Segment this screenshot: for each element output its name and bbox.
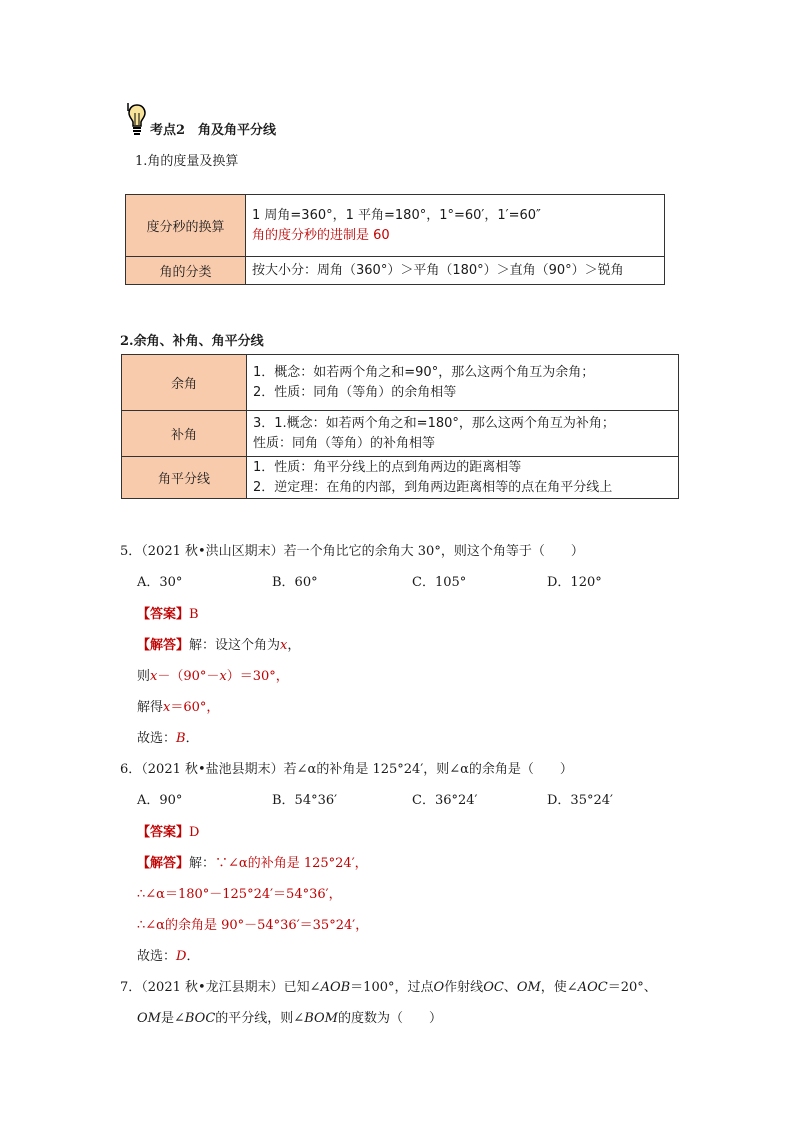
row-line: 2．逆定理：在角的内部，到角两边距离相等的点在角平分线上 bbox=[253, 479, 613, 495]
q5-analysis-line-1 bbox=[137, 634, 300, 653]
var-x: x bbox=[219, 669, 227, 684]
table-row bbox=[122, 355, 679, 411]
var-x: x bbox=[163, 700, 171, 715]
choice: D bbox=[176, 949, 187, 964]
kaodian-title: 考点2 角及角平分线 bbox=[150, 123, 277, 138]
q7-text: 是∠ bbox=[160, 1011, 185, 1026]
table-row bbox=[122, 457, 679, 499]
q7-stem-line-1 bbox=[120, 976, 657, 995]
row-line: 角的度分秒的进制是 60 bbox=[252, 227, 390, 243]
q7-var: AOC bbox=[577, 980, 608, 995]
q5-analysis-line-2 bbox=[137, 665, 289, 684]
analysis-text: 解得 bbox=[137, 700, 164, 715]
row-line: 3．1.概念：如若两个角之和=180°，那么这两个角互为补角； bbox=[253, 415, 615, 431]
analysis-tag: 【解答】 bbox=[137, 638, 190, 653]
section-2-title: 2.余角、补角、角平分线 bbox=[120, 334, 264, 349]
row-line: 1 周角=360°，1 平角=180°，1°=60′，1′=60″ bbox=[252, 207, 541, 223]
q6-option-d: D．35°24′ bbox=[547, 793, 613, 808]
analysis-text: 则 bbox=[137, 669, 151, 684]
q6-stem: 6．（2021 秋•盐池县期末）若∠α的补角是 125°24′，则∠α的余角是（ ） bbox=[120, 762, 573, 777]
row-line: 性质：同角（等角）的补角相等 bbox=[253, 435, 436, 451]
lightbulb-icon bbox=[126, 101, 148, 137]
angle-table bbox=[121, 354, 679, 499]
row-content bbox=[246, 195, 665, 257]
row-line: 按大小分：周角（360°）＞平角（180°）＞直角（90°）＞锐角 bbox=[252, 262, 624, 278]
q7-var: OC bbox=[483, 980, 504, 995]
table-row bbox=[122, 411, 679, 457]
q7-var: OM bbox=[137, 1011, 161, 1026]
answer-value: D bbox=[189, 825, 200, 840]
analysis-text: 故选： bbox=[137, 949, 177, 964]
q5-option-b: B．60° bbox=[272, 575, 318, 590]
answer-value: B bbox=[189, 607, 199, 622]
row-head: 度分秒的换算 bbox=[126, 195, 246, 257]
analysis-tag: 【解答】 bbox=[137, 856, 190, 871]
q7-stem-line-2 bbox=[137, 1007, 442, 1026]
table-row bbox=[126, 257, 665, 285]
q5-option-d: D．120° bbox=[547, 575, 602, 590]
row-head: 补角 bbox=[122, 411, 247, 457]
row-content bbox=[247, 457, 679, 499]
row-head: 角的分类 bbox=[126, 257, 246, 285]
q5-option-c: C．105° bbox=[412, 575, 467, 590]
analysis-text: ∵∠α的补角是 125°24′， bbox=[215, 856, 368, 871]
q7-var: O bbox=[433, 980, 445, 995]
analysis-text: －（90°－ bbox=[157, 669, 220, 684]
q7-text: 作射线 bbox=[444, 980, 484, 995]
punct: ． bbox=[185, 731, 199, 746]
q7-text: 、 bbox=[503, 980, 517, 995]
answer-tag: 【答案】 bbox=[137, 825, 190, 840]
choice: B bbox=[176, 731, 186, 746]
q5-analysis-line-4 bbox=[137, 727, 199, 746]
q7-text: ＝100°，过点 bbox=[350, 980, 434, 995]
q7-text: 的平分线，则∠ bbox=[215, 1011, 305, 1026]
analysis-text: ＝60°， bbox=[170, 700, 220, 715]
q5-answer bbox=[137, 603, 199, 622]
var-x: x bbox=[280, 638, 288, 653]
q5-analysis-line-3 bbox=[137, 696, 219, 715]
q7-var: AOB bbox=[320, 980, 351, 995]
q6-analysis-line-1 bbox=[137, 852, 368, 871]
q7-text: 7．（2021 秋•龙江县期末）已知∠ bbox=[120, 980, 321, 995]
q7-var: OM bbox=[516, 980, 541, 995]
punct: ． bbox=[186, 949, 200, 964]
row-line: 2．性质：同角（等角）的余角相等 bbox=[253, 384, 457, 400]
q7-var: BOM bbox=[304, 1011, 338, 1026]
table-row bbox=[126, 195, 665, 257]
q6-option-a: A．90° bbox=[137, 793, 183, 808]
punct: ， bbox=[287, 638, 301, 653]
q6-analysis-line-3: ∴∠α的余角是 90°－54°36′＝35°24′， bbox=[137, 918, 369, 933]
q6-option-b: B．54°36′ bbox=[272, 793, 338, 808]
q7-text: ，使∠ bbox=[540, 980, 578, 995]
q7-text: 的度数为（ ） bbox=[337, 1011, 442, 1026]
q6-analysis-line-2: ∴∠α＝180°－125°24′＝54°36′， bbox=[137, 887, 342, 902]
analysis-text: ）＝30°， bbox=[226, 669, 289, 684]
answer-tag: 【答案】 bbox=[137, 607, 190, 622]
row-content bbox=[247, 411, 679, 457]
q7-var: BOC bbox=[184, 1011, 216, 1026]
q7-text: ＝20°、 bbox=[607, 980, 657, 995]
row-content bbox=[247, 355, 679, 411]
analysis-text: 解：设这个角为 bbox=[189, 638, 281, 653]
row-line: 1．性质：角平分线上的点到角两边的距离相等 bbox=[253, 459, 522, 475]
row-content bbox=[246, 257, 665, 285]
q6-answer bbox=[137, 821, 199, 840]
section-1-title: 1.角的度量及换算 bbox=[135, 154, 239, 169]
q6-analysis-line-4 bbox=[137, 945, 199, 964]
analysis-text: 解： bbox=[189, 856, 216, 871]
q5-stem: 5．（2021 秋•洪山区期末）若一个角比它的余角大 30°，则这个角等于（ ） bbox=[120, 544, 584, 559]
row-head: 余角 bbox=[122, 355, 247, 411]
analysis-text: 故选： bbox=[137, 731, 177, 746]
row-line: 1．概念：如若两个角之和=90°，那么这两个角互为余角； bbox=[253, 364, 595, 380]
row-head: 角平分线 bbox=[122, 457, 247, 499]
q6-option-c: C．36°24′ bbox=[412, 793, 478, 808]
var-x: x bbox=[150, 669, 158, 684]
q5-option-a: A．30° bbox=[137, 575, 183, 590]
measure-table bbox=[125, 194, 665, 285]
